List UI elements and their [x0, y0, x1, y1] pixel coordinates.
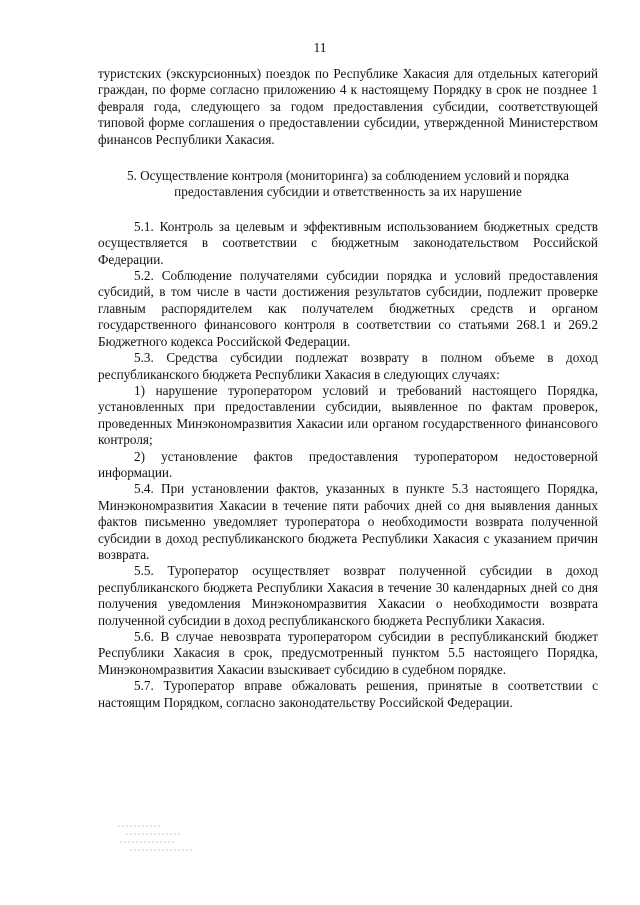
paragraph-5-3-item-2: 2) установление фактов предоставления туроператором недостоверной информации.: [98, 448, 598, 480]
spacer: [98, 148, 598, 158]
paragraph-5-3-item-1: 1) нарушение туроператором условий и требований настоящего Порядка, установленных при предоставлении субсидии, выявленное по фактам проверок, проведенных Минэкономразвития Хакасии или органом государственного финансового контроля;: [98, 382, 598, 448]
document-body: [98, 66, 598, 711]
section-heading: 5. Осуществление контроля (мониторинга) за соблюдением условий и порядка предоставления субсидии и ответственность за их нарушение: [126, 168, 570, 200]
paragraph-5-4: 5.4. При установлении фактов, указанных в пункте 5.3 настоящего Порядка, Минэкономразвития Хакасии в течение пяти рабочих дней со дня выявления данных фактов письменно уведомляет туроператора о необходимости возврата полученной субсидии в доход республиканского бюджета Республики Хакасия с указанием причин возврата.: [98, 481, 598, 562]
paragraph-5-2: 5.2. Соблюдение получателями субсидии порядка и условий предоставления субсидий, в том числе в части достижения результатов субсидии, подлежит проверке главным распорядителем как получателем бюджетных средств и органом государственного финансового контроля в соответствии со статьями 268.1 и 269.2 Бюджетного кодекса Российской Федерации.: [98, 268, 598, 349]
paragraph-continuation: туристских (экскурсионных) поездок по Республике Хакасия для отдельных категорий граждан, по форме согласно приложению 4 к настоящему Порядку в срок не позднее 1 февраля года, следующего за годом предоставления субсидии, соответствующей типовой форме соглашения о предоставлении субсидии, утвержденной Министерством финансов Республики Хакасия.: [98, 66, 598, 147]
page-number: 11: [313, 40, 327, 55]
paragraph-5-1: 5.1. Контроль за целевым и эффективным использованием бюджетных средств осуществляется в соответствии с бюджетным законодательством Российской Федерации.: [98, 218, 598, 267]
faint-stamp-mark: [112, 820, 202, 860]
paragraph-5-5: 5.5. Туроператор осуществляет возврат полученной субсидии в доход республиканского бюджета Республики Хакасия в течение 30 календарных дней со дня получения уведомления Минэкономразвития Хакасии о необходимости возврата полученной субсидии в доход республиканского бюджета Республики Хакасия.: [98, 563, 598, 628]
paragraph-5-7: 5.7. Туроператор вправе обжаловать решения, принятые в соответствии с настоящим Порядком, согласно законодательству Российской Федерации.: [98, 678, 598, 710]
spacer: [98, 209, 598, 219]
paragraph-5-3: 5.3. Средства субсидии подлежат возврату в полном объеме в доход республиканского бюджета Республики Хакасия в следующих случаях:: [98, 350, 598, 382]
paragraph-5-6: 5.6. В случае невозврата туроператором субсидии в республиканский бюджет Республики Хакасия в срок, предусмотренный пунктом 5.5 настоящего Порядка, Минэкономразвития Хакасии взыскивает субсидию в судебном порядке.: [98, 629, 598, 677]
